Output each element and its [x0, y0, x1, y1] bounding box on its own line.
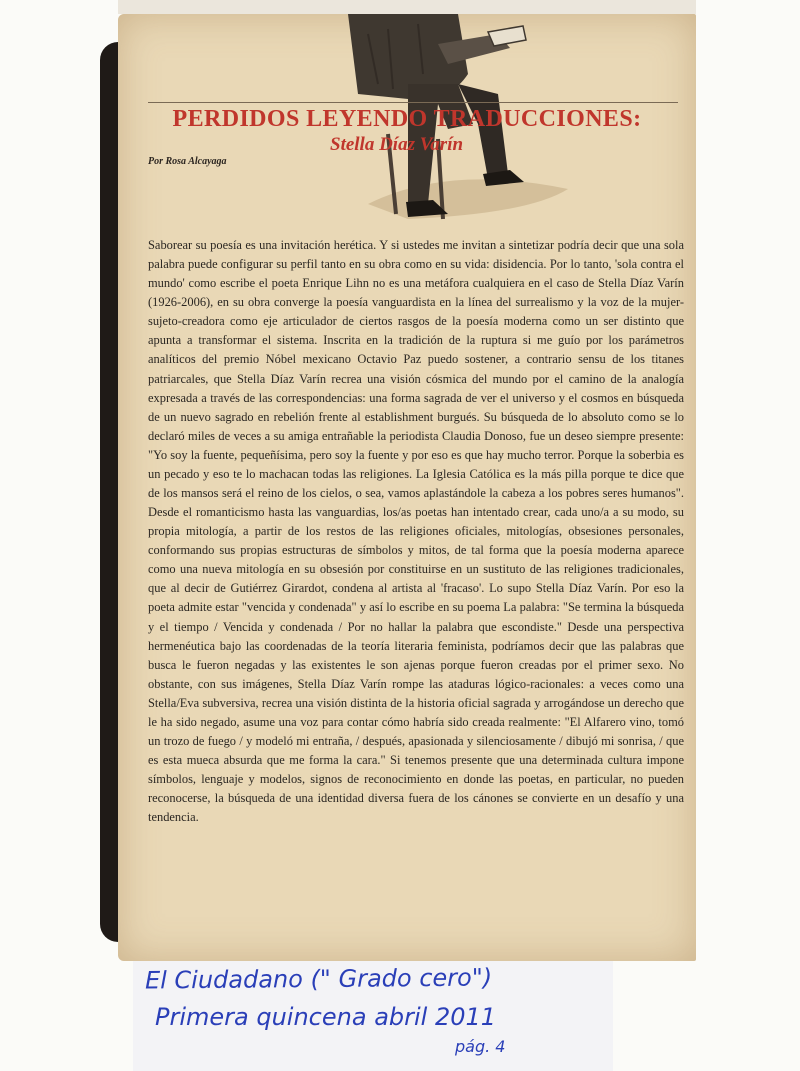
scan-top-strip — [118, 0, 696, 14]
header-rule — [148, 102, 678, 103]
article-body: Saborear su poesía es una invitación herética. Y si ustedes me invitan a sintetizar podría decir que una sola palabra puede configurar su perfil tanto en su obra como en su vida: disidencia. Por lo tanto, 'sola contra el mundo' como escribe el poeta Enrique Lihn no es una metáfora cualquiera en el caso de Stella Díaz Varín (1926-2006), en su obra converge la poesía vanguardista en la línea del surrealismo y la voz de la mujer-sujeto-creadora como eje articulador de ciertos rasgos de la poesía moderna como un ser distinto que apunta a transformar el sistema. Inscrita en la tradición de la ruptura si me guío por los parámetros analíticos del premio Nóbel mexicano Octavio Paz puedo sostener, a contrario sensu de los titanes patriarcales, que Stella Díaz Varín recrea una visión cósmica del mundo por el camino de la analogía expresada a través de las correspondencias: una forma sagrada de ver el universo y el cosmos en búsqueda de un nuevo sagrado en rebelión frente al establishment burgués. Su búsqueda de lo absoluto como se lo declaró miles de veces a su amiga entrañable la periodista Claudia Donoso, fue un deseo siempre presente: "Yo soy la fuente, pequeñísima, pero soy la fuente y por eso es que hay mucho terror. Porque la soberbia es un pecado y eso te lo machacan todas las religiones. La Iglesia Católica es la más pilla porque te dice que de los mansos será el reino de los cielos, o sea, vamos aplastándole la cabeza a los pobres seres humanos". Desde el romanticismo hasta las vanguardias, los/as poetas han intentado crear, cada uno/a a su modo, su propia mitología, a partir de los restos de las religiones oficiales, mitologías, obsesiones personales, conformando sus propias estructuras de símbolos y mitos, de tal forma que la poesía moderna aparece como una nueva mitología en su obsesión por constituirse en un sustituto de las religiones tradicionales, que al decir de Gutiérrez Girardot, condena al artista al 'fracaso'. Lo supo Stella Díaz Varín. Por eso la poeta admite estar "vencida y condenada" y así lo escribe en su poema La palabra: "Se termina la búsqueda y el tiempo / Vencida y condenada / Por no hallar la palabra que escondiste." Desde una perspectiva hermenéutica bajo las coordenadas de la teoría literaria feminista, podríamos decir que las palabras que busca le fueron negadas y las existentes le son ajenas porque fueron creadas por el primer sexo. No obstante, con sus imágenes, Stella Díaz Varín rompe las ataduras lógico-racionales: a veces como una Stella/Eva subversiva, recrea una visión distinta de la historia oficial sagrada y arrogándose un derecho que le ha sido negado, asume una voz para contar cómo habría sido creada realmente: "El Alfarero vino, tomó un trozo de fuego / y modeló mi entraña, / después, apasionada y silenciosamente / dibujó mi sonrisa, / que es esta mueca absurda que me forma la cara." Si tenemos presente que una determinada cultura impone símbolos, lenguaje y modelos, signos de reconocimiento en donde las poetas, en particular, no pueden reconocerse, la búsqueda de una identidad diversa fuera de los cánones se convierte en un desafío y una tendencia. — [148, 238, 684, 825]
article-subtitle: Stella Díaz Varín — [330, 134, 464, 155]
handwritten-annotation — [133, 961, 613, 1071]
annotation-source: El Ciudadano (" Grado cero") — [144, 963, 493, 995]
newspaper-clipping — [118, 14, 696, 961]
article-title: PERDIDOS LEYENDO TRADUCCIONES: — [172, 106, 642, 132]
annotation-date: Primera quincena abril 2011 — [155, 1003, 497, 1031]
annotation-page: pág. 4 — [455, 1037, 506, 1056]
article-byline: Por Rosa Alcayaga — [148, 156, 227, 167]
